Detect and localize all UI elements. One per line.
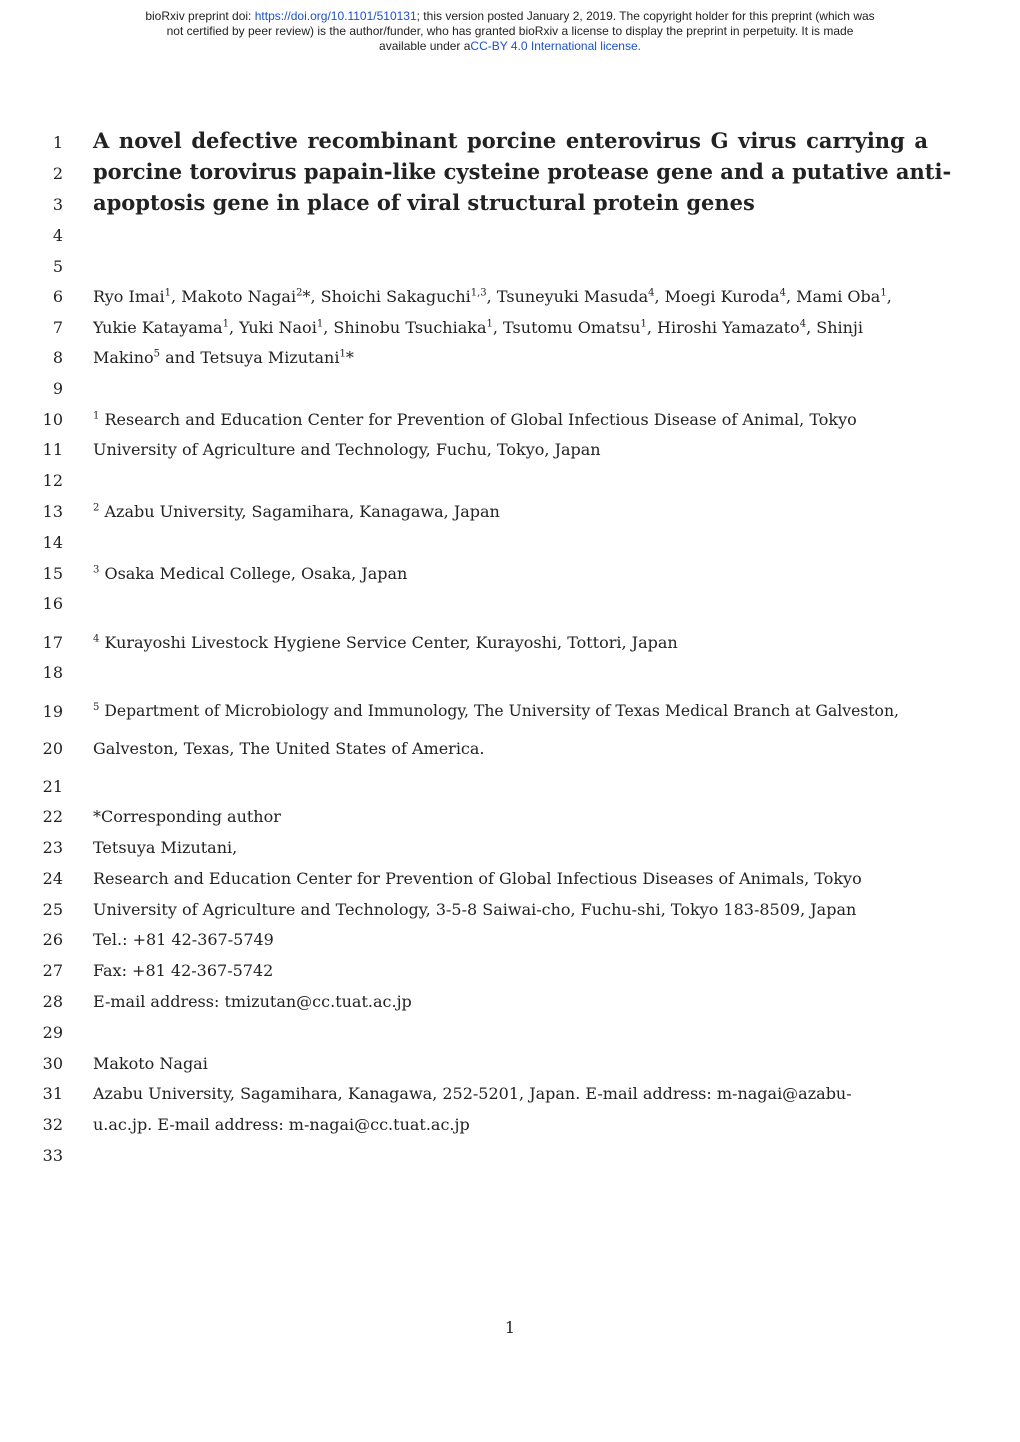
title-word: carrying [806, 128, 905, 153]
author-line-2: Yukie Katayama$^1$, Yuki Naoi$^1$, Shinobu Tsuchiaka$^1$, Tsutomu Omatsu$^1$, Hiroshi Yamazato$^4$, Shinji [93, 318, 863, 337]
license-link[interactable]: CC-BY 4.0 International license. [470, 39, 641, 53]
line-number: 4 [52, 226, 63, 245]
title-word: defective [191, 128, 298, 153]
affiliation-1-cont: University of Agriculture and Technology, Fuchu, Tokyo, Japan [93, 440, 601, 459]
line-number: 28 [42, 992, 63, 1011]
line-number: 16 [42, 594, 63, 613]
line-number: 1 [52, 133, 63, 152]
line-number: 9 [52, 379, 63, 398]
title-line-1 [93, 128, 928, 153]
line-number: 3 [52, 195, 63, 214]
author-line-3: Makino$^5$ and Tetsuya Mizutani$^1$* [93, 348, 354, 367]
line-number: 31 [42, 1084, 63, 1103]
line-number: 10 [42, 410, 63, 429]
line-number: 18 [42, 663, 63, 682]
line-number: 22 [42, 807, 63, 826]
line-number: 32 [42, 1115, 63, 1134]
line-number: 2 [52, 164, 63, 183]
second-author-name: Makoto Nagai [93, 1054, 208, 1073]
second-author-address-1: Azabu University, Sagamihara, Kanagawa, 252-5201, Japan. E-mail address: m-nagai@azabu- [93, 1084, 852, 1103]
preprint-header [0, 9, 1020, 54]
affiliation-5-cont: Galveston, Texas, The United States of America. [93, 739, 485, 758]
corresponding-address-2: University of Agriculture and Technology, 3-5-8 Saiwai-cho, Fuchu-shi, Tokyo 183-8509, Japan [93, 900, 857, 919]
title-line-3: apoptosis gene in place of viral structural protein genes [93, 190, 755, 215]
line-number: 12 [42, 471, 63, 490]
title-line-2: porcine torovirus papain-like cysteine protease gene and a putative anti- [93, 159, 952, 184]
line-number: 19 [42, 702, 63, 721]
header-line-2: not certified by peer review) is the author/funder, who has granted bioRxiv a license to display the preprint in perpetuity. It is made [166, 24, 854, 38]
corresponding-fax: Fax: +81 42-367-5742 [93, 961, 274, 980]
affiliation-3: $^3$ Osaka Medical College, Osaka, Japan [93, 564, 408, 583]
title-word: enterovirus [565, 128, 701, 153]
line-number: 6 [52, 287, 63, 306]
line-number: 25 [42, 900, 63, 919]
line-number: 30 [42, 1054, 63, 1073]
title-word: recombinant [307, 128, 458, 153]
title-word: virus [738, 128, 797, 153]
line-number: 26 [42, 930, 63, 949]
line-number: 14 [42, 533, 63, 552]
title-word: porcine [467, 128, 557, 153]
line-number: 5 [52, 257, 63, 276]
affiliation-5: $^5$ Department of Microbiology and Immunology, The University of Texas Medical Branch at Galveston, [93, 701, 899, 720]
corresponding-email: E-mail address: tmizutan@cc.tuat.ac.jp [93, 992, 412, 1011]
second-author-address-2: u.ac.jp. E-mail address: m-nagai@cc.tuat.ac.jp [93, 1115, 470, 1134]
line-number: 33 [42, 1146, 63, 1165]
corresponding-name: Tetsuya Mizutani, [93, 838, 238, 857]
corresponding-tel: Tel.: +81 42-367-5749 [93, 930, 274, 949]
line-number: 7 [52, 318, 63, 337]
header-line-3: available under aCC-BY 4.0 International license. [379, 39, 641, 53]
affiliation-2: $^2$ Azabu University, Sagamihara, Kanagawa, Japan [93, 502, 500, 521]
line-number: 15 [42, 564, 63, 583]
affiliation-4: $^4$ Kurayoshi Livestock Hygiene Service Center, Kurayoshi, Tottori, Japan [93, 633, 678, 652]
corresponding-address-1: Research and Education Center for Prevention of Global Infectious Diseases of Animals, Tokyo [93, 869, 862, 888]
line-number: 20 [42, 739, 63, 758]
title-word: a [914, 128, 928, 153]
title-word: G [710, 128, 729, 153]
line-number: 13 [42, 502, 63, 521]
header-line-1: bioRxiv preprint doi: https://doi.org/10.1101/510131; this version posted January 2, 2019. The copyright holder for this preprint (which was [145, 9, 875, 23]
affiliation-1: $^1$ Research and Education Center for Prevention of Global Infectious Disease of Animal, Tokyo [93, 410, 857, 429]
page-number: 1 [504, 1318, 516, 1337]
line-number: 24 [42, 869, 63, 888]
line-number: 8 [52, 348, 63, 367]
doi-link[interactable]: https://doi.org/10.1101/510131 [254, 9, 417, 23]
author-line-1: Ryo Imai$^1$, Makoto Nagai$^2$*, Shoichi Sakaguchi$^{1,3}$, Tsuneyuki Masuda$^4$, Moegi Kuroda$^4$, Mami Oba$^1$, [93, 287, 892, 306]
line-number: 21 [42, 777, 63, 796]
line-number: 29 [42, 1023, 63, 1042]
line-number: 11 [42, 440, 63, 459]
line-number: 27 [42, 961, 63, 980]
line-number: 17 [42, 633, 63, 652]
title-word: novel [118, 128, 182, 153]
line-number: 23 [42, 838, 63, 857]
title-word: A [93, 128, 110, 153]
corresponding-label: *Corresponding author [93, 807, 281, 826]
